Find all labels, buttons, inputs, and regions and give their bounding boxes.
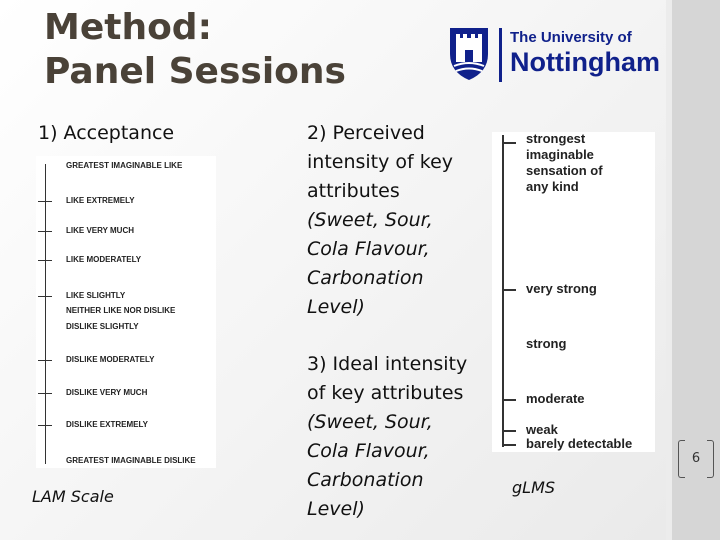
lam-scale-tick <box>38 231 52 232</box>
glms-scale-label: imaginable <box>526 147 594 162</box>
lam-scale-label: LIKE EXTREMELY <box>66 196 135 205</box>
glms-scale-tick <box>502 399 516 401</box>
logo-divider <box>499 28 502 82</box>
section3-line: of key attributes <box>307 382 464 404</box>
lam-scale-caption: LAM Scale <box>32 487 114 506</box>
lam-scale-label: LIKE SLIGHTLY <box>66 291 126 300</box>
section3-italic-line: Level) <box>307 498 365 520</box>
section3-italic-line: (Sweet, Sour, <box>307 411 433 433</box>
glms-scale-label: strongest <box>526 131 586 146</box>
lam-scale-label: DISLIKE VERY MUCH <box>66 388 148 397</box>
section2-italic-line: (Sweet, Sour, <box>307 209 433 231</box>
glms-scale-tick <box>502 289 516 291</box>
section2-line: intensity of key <box>307 151 454 173</box>
perceived-intensity-text <box>307 119 453 322</box>
title-line-2: Panel Sessions <box>44 51 346 92</box>
glms-scale-label: strong <box>526 336 567 351</box>
lam-scale-tick <box>38 360 52 361</box>
lam-scale-tick <box>38 425 52 426</box>
section2-line: 2) Perceived <box>307 122 425 144</box>
lam-scale-tick <box>38 260 52 261</box>
lam-scale-label: GREATEST IMAGINABLE DISLIKE <box>66 456 196 465</box>
page-number-text: 6 <box>691 451 701 466</box>
university-crest-icon <box>444 24 494 82</box>
section3-italic-line: Carbonation <box>307 469 424 491</box>
glms-scale-label: weak <box>526 422 558 437</box>
glms-scale-label: any kind <box>526 179 579 194</box>
lam-scale-label: DISLIKE EXTREMELY <box>66 420 148 429</box>
glms-caption: gLMS <box>512 478 556 497</box>
glms-scale-figure <box>492 132 655 452</box>
logo-text-line-1: The University of <box>510 29 632 46</box>
logo-text-line-2: Nottingham <box>510 47 660 77</box>
section3-italic-line: Cola Flavour, <box>307 440 430 462</box>
lam-scale-label: NEITHER LIKE NOR DISLIKE <box>66 306 176 315</box>
lam-scale-tick <box>38 393 52 394</box>
glms-scale-tick <box>502 444 516 446</box>
lam-scale-label: DISLIKE SLIGHTLY <box>66 322 139 331</box>
acceptance-label: 1) Acceptance <box>38 122 175 144</box>
glms-scale-label: sensation of <box>526 163 603 178</box>
section2-italic-line: Level) <box>307 296 365 318</box>
glms-scale-tick <box>502 142 516 144</box>
lam-scale-label: LIKE MODERATELY <box>66 255 142 264</box>
ideal-intensity-text <box>307 350 467 524</box>
page-number <box>678 440 714 478</box>
glms-scale-tick <box>502 430 516 432</box>
slide-title <box>44 6 346 94</box>
section2-line: attributes <box>307 180 400 202</box>
lam-scale-label: DISLIKE MODERATELY <box>66 355 155 364</box>
glms-scale-label: very strong <box>526 281 597 296</box>
lam-scale-figure <box>36 156 216 468</box>
glms-scale-label: barely detectable <box>526 436 633 451</box>
university-logo <box>444 24 660 82</box>
lam-scale-tick <box>38 201 52 202</box>
lam-scale-tick <box>38 296 52 297</box>
lam-scale-label: GREATEST IMAGINABLE LIKE <box>66 161 183 170</box>
glms-scale-label: moderate <box>526 391 585 406</box>
section2-italic-line: Cola Flavour, <box>307 238 430 260</box>
lam-scale-label: LIKE VERY MUCH <box>66 226 135 235</box>
title-line-1: Method: <box>44 7 212 48</box>
section2-italic-line: Carbonation <box>307 267 424 289</box>
lam-scale-axis <box>45 164 46 464</box>
section3-line: 3) Ideal intensity <box>307 353 468 375</box>
